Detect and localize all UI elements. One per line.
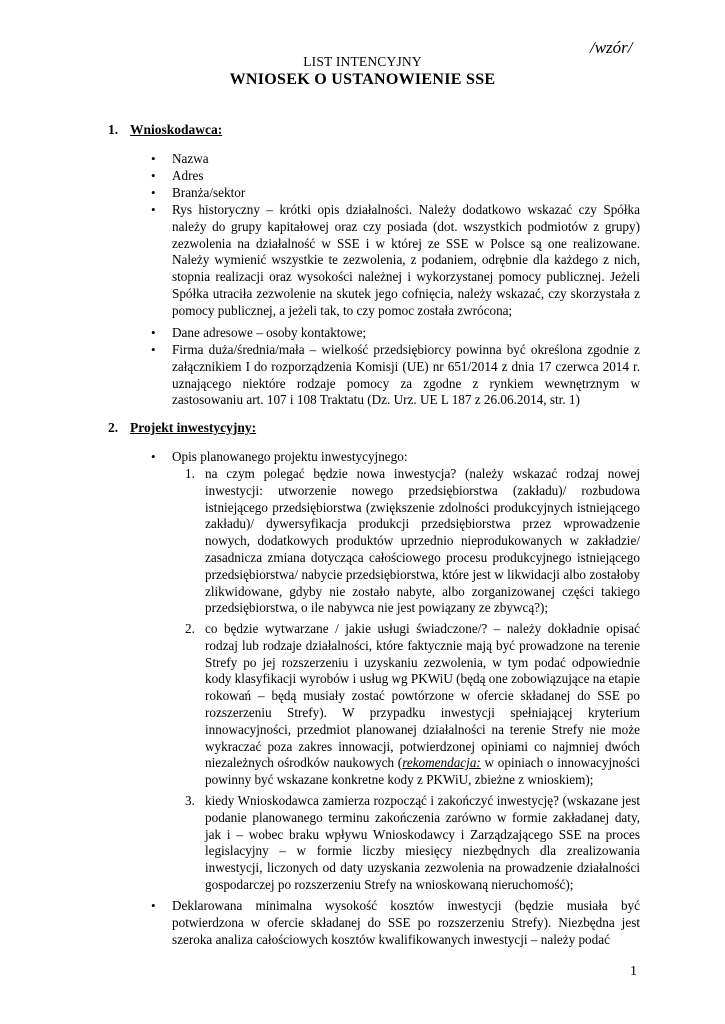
list-item: Adres	[172, 168, 204, 183]
bullet-icon: •	[151, 325, 156, 340]
bullet-icon: •	[151, 898, 156, 913]
document-subtitle: LIST INTENCYJNY	[303, 54, 422, 69]
numbered-item	[205, 621, 640, 789]
numbered-item-number: 3.	[185, 793, 195, 808]
bullet-icon: •	[151, 168, 156, 183]
section-1-number: 1.	[108, 122, 119, 137]
list-item: Rys historyczny – krótki opis działalności. Należy dodatkowo wskazać czy Spółka należy do grupy kapitałowej oraz czy posiada (dot. wszystkich podmiotów z grupy) zezwolenia na działalność w SSE i w której ze SSE w Polsce są one realizowane. Należy wymienić wszystkie te zezwolenia, z podaniem, odrębnie dla każdego z nich, stopnia realizacji oraz wysokości należnej i wykorzystanej pomocy publicznej. Jeżeli Spółka utraciła zezwolenie na skutek jego cofnięcia, należy wskazać, czy skorzystała z pomocy publicznej, a jeżeli tak, to czy pomoc została zwrócona;	[172, 202, 640, 318]
document-title: WNIOSEK O USTANOWIENIE SSE	[229, 71, 496, 88]
numbered-item-number: 2.	[185, 621, 195, 636]
numbered-item: kiedy Wnioskodawca zamierza rozpocząć i zakończyć inwestycję? (wskazane jest podanie planowanego terminu zakończenia zarówno w formie zakładanej daty, jak i – wobec braku wpływu Wnioskodawcy i Zarządzającego SSE na proces legislacyjny – w formie liczby miesięcy niezbędnych dla zrealizowania inwestycji, liczonych od daty uzyskania zezwolenia na prowadzenie działalności gospodarczej po rozszerzeniu Strefy na wnioskowaną nieruchomość);	[205, 793, 640, 892]
list-item: Deklarowana minimalna wysokość kosztów inwestycji (będzie musiała być potwierdzona w ofercie składanej do SSE po rozszerzeniu Strefy). Niezbędna jest szeroka analiza całościowych kosztów kwalifikowanych inwestycji – należy podać	[172, 898, 640, 947]
bullet-icon: •	[151, 202, 156, 217]
numbered-item-text: co będzie wytwarzane / jakie usługi świadczone/? – należy dokładnie opisać rodzaj lub rodzaje działalności, które faktycznie mają być prowadzone na terenie Strefy po jej rozszerzeniu i uzyskaniu zezwolenia, w tym podać odpowiednie kody klasyfikacji wyrobów i usług wg PKWiU (będą one zobowiązujące na etapie rokowań – będą musiały zostać powtórzone w ofercie składanej do SSE po rozszerzeniu Strefy). W przypadku inwestycji spełniającej kryterium innowacyjności, przedmiot planowanej działalności na terenie Strefy nie może wykraczać poza zakres innowacji, potwierdzonej opiniami co najmniej dwóch niezależnych ośrodków naukowych (	[205, 621, 640, 771]
section-2-number: 2.	[108, 420, 119, 435]
numbered-item-number: 1.	[185, 466, 195, 481]
page-number: 1	[630, 964, 637, 979]
list-item: Branża/sektor	[172, 185, 246, 200]
section-1-label: Wnioskodawca:	[130, 122, 223, 137]
list-item: Firma duża/średnia/mała – wielkość przedsiębiorcy powinna być określona zgodnie z załącznikiem I do rozporządzenia Komisji (UE) nr 651/2014 z dnia 17 czerwca 2014 r. uznającego niektóre rodzaje pomocy za zgodne z rynkiem wewnętrznym w zastosowaniu art. 107 i 108 Traktatu (Dz. Urz. UE L 187 z 26.06.2014, str. 1)	[172, 342, 640, 408]
section-1-heading	[108, 122, 222, 138]
bullet-icon: •	[151, 151, 156, 166]
bullet-icon: •	[151, 342, 156, 357]
numbered-item-text: w opiniach o innowacyjności powinny być wskazane konkretne kody z PKWiU, zbieżne z wnioskiem);	[205, 755, 641, 788]
recommendation-emphasis: rekomendacja:	[402, 755, 481, 771]
list-item: Nazwa	[172, 151, 209, 166]
bullet-icon: •	[151, 185, 156, 200]
section-2-label: Projekt inwestycyjny:	[130, 420, 257, 435]
list-item: Dane adresowe – osoby kontaktowe;	[172, 325, 367, 340]
bullet-icon: •	[151, 449, 156, 464]
template-mark: /wzór/	[590, 38, 633, 57]
list-item: Opis planowanego projektu inwestycyjnego:	[172, 449, 408, 464]
section-2-heading	[108, 420, 256, 436]
numbered-item: na czym polegać będzie nowa inwestycja? (należy wskazać rodzaj nowej inwestycji: utworzenie nowego przedsiębiorstwa (zakładu)/ rozbudowa istniejącego przedsiębiorstwa (zwiększenie zdolności produkcyjnych istniejącego zakładu)/ dywersyfikacja produkcji przedsiębiorstwa przez wprowadzenie nowych, dodatkowych produktów uprzednio nieprodukowanych w zakładzie/ zasadnicza zmiana dotycząca całościowego procesu produkcyjnego istniejącego przedsiębiorstwa/ nabycie przedsiębiorstwa, które jest w likwidacji albo zostałoby zlikwidowane, gdyby nie zostało nabyte, albo zorganizowanej części takiego przedsiębiorstwa, o ile nabywca nie jest powiązany ze zbywcą?);	[205, 466, 640, 616]
